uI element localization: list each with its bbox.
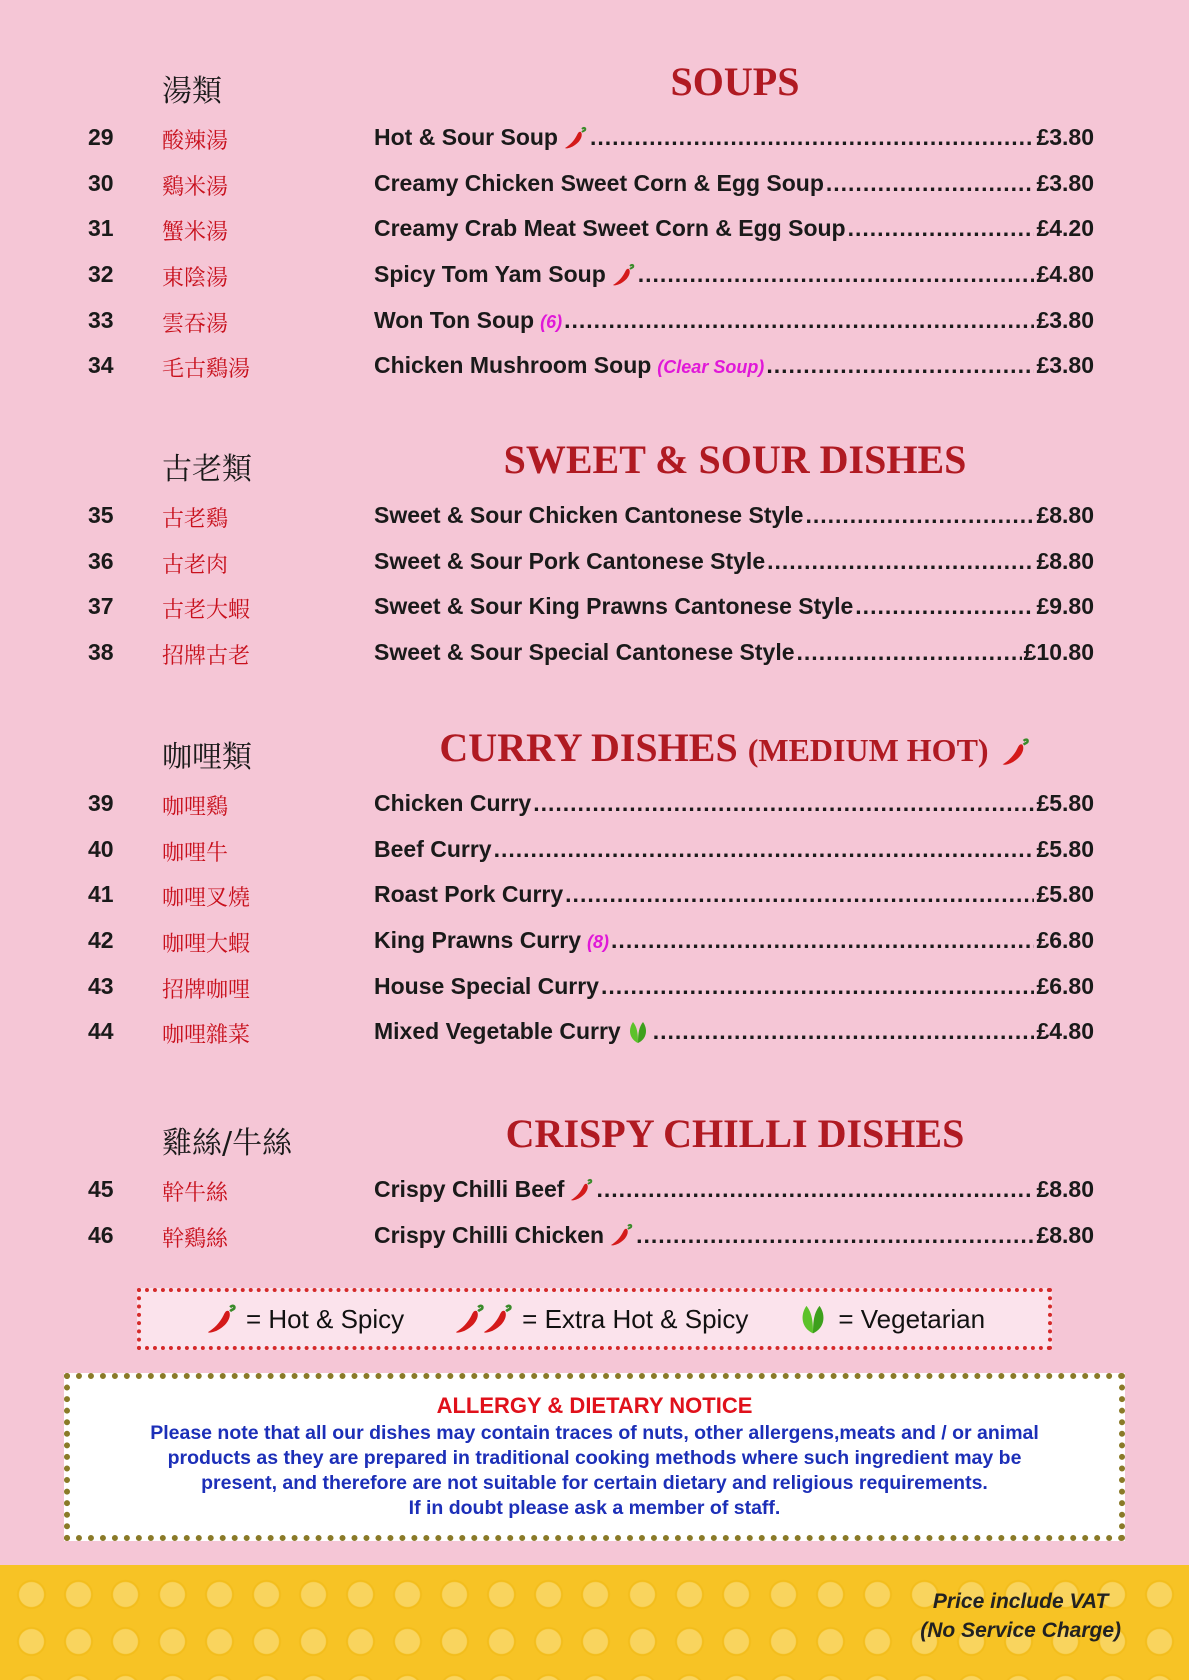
item-number: 46 [88,1221,114,1248]
section-header [0,436,1189,496]
chilli-icon [568,1178,594,1202]
item-line [374,593,1094,620]
menu-item [0,587,1189,633]
item-line [374,639,1094,666]
item-number: 29 [88,124,114,150]
item-number: 34 [88,352,114,379]
legend-extra-hot-label: = Extra Hot & Spicy [522,1303,749,1334]
item-chinese-name: 幹鷄絲 [162,1226,229,1252]
item-number: 37 [88,593,114,620]
item-list [0,1170,1189,1261]
item-chinese-name: 酸辣湯 [162,129,229,154]
leader-dots [565,881,1034,908]
chilli-icon [608,1223,634,1247]
section-chinese-title: 湯類 [162,74,222,109]
item-name: Mixed Vegetable Curry [374,1018,621,1045]
allergy-notice [64,1373,1125,1541]
leader-dots [636,1222,1034,1249]
leader-dots [848,215,1035,242]
item-line [374,352,1094,379]
menu-item [0,301,1189,347]
legend-hot-label: = Hot & Spicy [245,1303,405,1334]
item-number: 40 [88,835,114,862]
leader-dots [767,548,1034,575]
menu-item [0,784,1189,830]
item-line [374,927,1094,954]
item-chinese-name: 鷄米湯 [162,174,229,200]
legend-extra-hot [452,1303,748,1335]
leader-dots [533,790,1034,817]
item-line [374,170,1094,197]
section-curry [0,724,1189,1058]
item-list [0,496,1189,679]
legend-veg-label: = Vegetarian [838,1303,986,1334]
section-soups [0,58,1189,392]
item-price: £6.80 [1036,972,1094,999]
menu-item [0,255,1189,301]
menu-item [0,209,1189,255]
item-number: 41 [88,881,114,908]
leaf-icon [625,1019,651,1045]
item-chinese-name: 招牌咖哩 [162,977,251,1003]
item-name: Crispy Chilli Chicken [374,1221,605,1248]
legend-hot [204,1303,404,1335]
item-note: (Clear Soup) [657,357,765,378]
item-price: £4.80 [1036,1018,1094,1045]
section-title-text: SOUPS [670,59,800,104]
section-crispy-chilli [0,1110,1189,1261]
menu-item [0,118,1189,164]
item-price: £8.80 [1036,1176,1094,1202]
item-name: House Special Curry [374,972,599,999]
menu-item [0,967,1189,1013]
menu-item [0,542,1189,588]
leader-dots [805,502,1034,529]
menu-item [0,633,1189,679]
item-chinese-name: 咖哩牛 [162,840,229,866]
leader-dots [494,836,1035,863]
item-note: (8) [587,932,610,953]
section-sweet-sour [0,436,1189,679]
menu-item [0,1170,1189,1216]
menu-item [0,164,1189,210]
item-line [374,261,1094,288]
item-number: 43 [88,972,114,999]
item-icon [568,1178,594,1202]
item-number: 35 [88,502,114,528]
item-name: Crispy Chilli Beef [374,1176,565,1202]
item-chinese-name: 咖哩叉燒 [162,886,251,912]
double-chilli-icon [452,1303,514,1335]
item-line [374,790,1094,817]
item-chinese-name: 咖哩雜菜 [162,1023,251,1049]
item-number: 44 [88,1018,114,1045]
item-line [374,881,1094,908]
allergy-line: Please note that all our dishes may contain traces of nuts, other allergens,meats and / or animal [150,1422,1039,1444]
item-number: 33 [88,306,114,333]
item-price: £3.80 [1036,124,1094,150]
menu-item [0,921,1189,967]
item-line [374,973,1094,1000]
item-chinese-name: 招牌古老 [162,644,251,670]
item-line [374,1222,1094,1249]
item-price: £3.80 [1036,352,1094,379]
section-title [370,724,1100,771]
item-line [374,1176,1094,1203]
item-icon [610,263,636,287]
section-title [370,436,1100,483]
item-icon [625,1019,651,1045]
leader-dots [611,927,1034,954]
vat-text: Price include VAT [932,1590,1109,1613]
section-chinese-title: 古老類 [162,452,252,487]
item-name: Won Ton Soup [374,306,535,333]
chilli-icon [480,1303,514,1335]
leader-dots [564,307,1034,334]
legend-veg [796,1302,985,1336]
item-number: 32 [88,261,114,288]
item-price: £5.80 [1036,881,1094,908]
item-name: Sweet & Sour King Prawns Cantonese Style [374,593,854,620]
leader-dots [797,639,1022,666]
menu-item [0,346,1189,392]
item-chinese-name: 咖哩大蝦 [162,932,251,958]
leader-dots [826,170,1035,197]
item-name: Beef Curry [374,835,492,862]
item-number: 39 [88,790,114,816]
item-number: 31 [88,215,114,242]
allergy-title: ALLERGY & DIETARY NOTICE [436,1393,753,1418]
menu-item [0,1216,1189,1262]
item-name: Roast Pork Curry [374,881,564,908]
section-chinese-title: 雞絲/牛絲 [162,1126,293,1161]
item-list [0,118,1189,392]
item-chinese-name: 古老鷄 [162,507,229,532]
section-title [370,1110,1100,1157]
chilli-icon [562,126,588,150]
item-chinese-name: 古老大蝦 [162,598,251,624]
item-price: £8.80 [1036,502,1094,528]
section-title-text: CURRY DISHES [439,725,738,770]
leader-dots [638,261,1035,288]
leader-dots [653,1018,1035,1045]
item-line [374,215,1094,242]
item-name: Sweet & Sour Pork Cantonese Style [374,547,766,574]
leader-dots [596,1176,1034,1203]
item-chinese-name: 蟹米湯 [162,220,229,246]
section-title-text: SWEET & SOUR DISHES [503,437,967,482]
vat-notice [920,1587,1121,1645]
item-price: £4.80 [1036,261,1094,288]
allergy-line: products as they are prepared in traditional cooking methods where such ingredient may be [167,1447,1022,1469]
item-line [374,836,1094,863]
item-note: (6) [540,311,563,332]
item-icon [608,1223,634,1247]
item-price: £8.80 [1036,1221,1094,1248]
item-name: Sweet & Sour Special Cantonese Style [374,639,795,666]
menu-item [0,1012,1189,1058]
item-number: 42 [88,927,114,954]
item-line [374,124,1094,151]
item-chinese-name: 東陰湯 [162,266,229,292]
chilli-icon [204,1303,238,1335]
item-chinese-name: 咖哩鷄 [162,795,229,820]
item-price: £9.80 [1036,593,1094,620]
item-chinese-name: 幹牛絲 [162,1181,229,1206]
item-icon [562,126,588,150]
section-header [0,1110,1189,1170]
item-chinese-name: 古老肉 [162,552,229,578]
item-price: £6.80 [1036,927,1094,954]
item-number: 36 [88,547,114,574]
item-price: £8.80 [1036,547,1094,574]
item-number: 38 [88,639,114,666]
item-chinese-name: 毛古鷄湯 [162,357,251,383]
section-subtitle: (MEDIUM HOT) [747,732,989,768]
item-line [374,502,1094,529]
leader-dots [855,593,1034,620]
item-name: Chicken Mushroom Soup [374,352,652,379]
item-line [374,1018,1094,1045]
item-line [374,307,1094,334]
item-chinese-name: 雲吞湯 [162,311,229,337]
section-title [370,58,1100,105]
item-price: £10.80 [1023,639,1094,666]
item-price: £5.80 [1036,835,1094,862]
section-chinese-title: 咖哩類 [162,740,252,775]
chilli-icon [999,737,1031,767]
leader-dots [601,973,1034,1000]
item-number: 45 [88,1176,114,1202]
menu-item [0,875,1189,921]
item-price: £3.80 [1036,306,1094,333]
menu-item [0,496,1189,542]
section-header [0,724,1189,784]
item-price: £3.80 [1036,169,1094,196]
item-name: King Prawns Curry [374,927,582,954]
icon-legend [137,1288,1052,1350]
section-header [0,58,1189,118]
service-charge-text: (No Service Charge) [920,1619,1121,1642]
item-name: Spicy Tom Yam Soup [374,261,606,288]
allergy-line: present, and therefore are not suitable for certain dietary and religious requirements. [201,1472,988,1494]
leaf-icon [796,1302,830,1336]
item-name: Creamy Chicken Sweet Corn & Egg Soup [374,169,824,196]
item-line [374,548,1094,575]
item-number: 30 [88,169,114,196]
item-name: Creamy Crab Meat Sweet Corn & Egg Soup [374,215,846,242]
item-name: Chicken Curry [374,790,532,816]
chilli-icon [610,263,636,287]
item-name: Hot & Sour Soup [374,124,558,150]
leader-dots [766,352,1034,379]
item-price: £5.80 [1036,790,1094,816]
section-title-text: CRISPY CHILLI DISHES [505,1111,965,1156]
menu-item [0,830,1189,876]
item-name: Sweet & Sour Chicken Cantonese Style [374,502,804,528]
allergy-line: If in doubt please ask a member of staff. [408,1497,781,1519]
leader-dots [590,124,1034,151]
item-price: £4.20 [1036,215,1094,242]
item-list [0,784,1189,1058]
